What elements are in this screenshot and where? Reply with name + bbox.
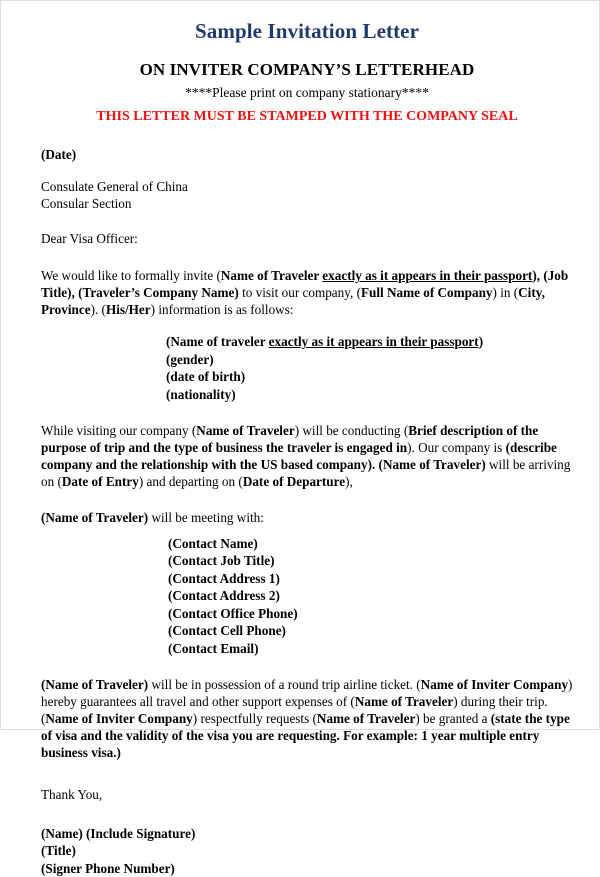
traveler-info-item: (nationality) — [166, 386, 236, 402]
date-placeholder: (Date) — [41, 147, 77, 163]
page-title: Sample Invitation Letter — [194, 19, 420, 43]
p1-bold-job-company: ), (Job Title), (Traveler’s Company Name) — [41, 268, 569, 301]
signature-block — [41, 825, 573, 877]
p4-bold-traveler-2: Name of Traveler — [354, 694, 454, 710]
p1-bold-city-province: City, Province — [41, 285, 545, 318]
p2-bold-date-entry: Date of Entry — [61, 473, 139, 489]
p1-text-3: ) in ( — [492, 285, 519, 301]
p1-bold-traveler-name: Name of Traveler — [220, 268, 323, 284]
recipient-line-2: Consular Section — [41, 196, 132, 212]
p1-text-2: to visit our company, ( — [238, 285, 361, 301]
p4-text-5: ) be granted a — [415, 711, 491, 727]
p4-text-3: ) during their trip. ( — [41, 694, 548, 727]
recipient-line-1: Consulate General of China — [41, 179, 188, 195]
contact-item: (Contact Office Phone) — [168, 605, 298, 621]
p2-text-4: will be arriving on ( — [41, 456, 571, 489]
traveler-name-suffix: ) — [478, 333, 484, 349]
signature-title: (Title) — [41, 843, 76, 859]
p3-text-1: will be meeting with: — [148, 509, 264, 525]
p2-bold-date-departure: Date of Departure — [242, 473, 346, 489]
p4-bold-visa-type: (state the type of visa and the validity of the visa you are requesting. For example: 1 year multiple entry business visa.) — [41, 711, 570, 760]
p2-bold-traveler-1: Name of Traveler — [196, 423, 295, 439]
traveler-info-item: (date of birth) — [166, 369, 246, 385]
p4-text-2: ) hereby guarantees all travel and other support expenses of ( — [41, 677, 573, 710]
contact-item: (Contact Address 2) — [168, 588, 280, 604]
signature-phone: (Signer Phone Number) — [41, 860, 175, 876]
p1-text-5: ) information is as follows: — [150, 302, 294, 318]
salutation: Dear Visa Officer: — [41, 231, 138, 247]
paragraph-meeting-with — [41, 510, 573, 527]
p3-bold-traveler: (Name of Traveler) — [41, 509, 149, 525]
p2-bold-company-relationship: (describe company and the relationship with the US based company). (Name of Traveler) — [41, 440, 557, 472]
contact-item: (Contact Job Title) — [168, 553, 275, 569]
paragraph-guarantee — [41, 677, 573, 761]
p1-underline-passport: exactly as it appears in their passport — [322, 268, 533, 284]
p2-text-1: While visiting our company ( — [41, 423, 197, 439]
stationary-note: ****Please print on company stationary**** — [185, 85, 429, 101]
contact-list — [41, 535, 573, 658]
p4-bold-traveler-3: Name of Traveler — [316, 711, 416, 727]
recipient-address — [41, 178, 573, 212]
paragraph-invitation — [41, 268, 573, 319]
traveler-name-underline: exactly as it appears in their passport — [268, 333, 479, 349]
p4-text-1: will be in possession of a round trip airline ticket. ( — [148, 677, 421, 693]
letterhead-heading: ON INVITER COMPANY’S LETTERHEAD — [139, 60, 475, 80]
p4-bold-inviter-2: Name of Inviter Company — [45, 711, 193, 727]
p1-text-4: ). ( — [90, 302, 106, 318]
p1-bold-his-her: His/Her — [105, 302, 151, 318]
p2-text-6: ), — [345, 473, 353, 489]
p1-text-1: We would like to formally invite ( — [41, 268, 221, 284]
contact-item: (Contact Email) — [168, 640, 259, 656]
p2-text-3: ). Our company is — [407, 440, 506, 456]
traveler-info-block — [41, 333, 573, 403]
traveler-info-item: (gender) — [166, 351, 214, 367]
contact-item: (Contact Name) — [168, 535, 258, 551]
letter-body — [41, 147, 573, 877]
p2-text-2: ) will be conducting ( — [294, 423, 409, 439]
p1-bold-full-company: Full Name of Company — [360, 285, 493, 301]
p2-bold-description: Brief description of the purpose of trip and the type of business the traveler is engaged in — [41, 423, 539, 456]
paragraph-visit-purpose — [41, 423, 573, 491]
p2-text-5: ) and departing on ( — [138, 473, 243, 489]
contact-item: (Contact Address 1) — [168, 570, 280, 586]
closing-line: Thank You, — [41, 786, 103, 802]
seal-warning: THIS LETTER MUST BE STAMPED WITH THE COMPANY SEAL — [96, 109, 518, 125]
traveler-name-prefix: (Name of traveler — [166, 333, 269, 349]
p4-text-4: ) respectfully requests ( — [192, 711, 317, 727]
signature-name: (Name) (Include Signature) — [41, 825, 196, 841]
p4-bold-inviter-1: Name of Inviter Company — [420, 677, 569, 693]
traveler-info-name — [166, 333, 573, 351]
p4-bold-traveler-1: (Name of Traveler) — [41, 677, 149, 693]
contact-item: (Contact Cell Phone) — [168, 623, 286, 639]
